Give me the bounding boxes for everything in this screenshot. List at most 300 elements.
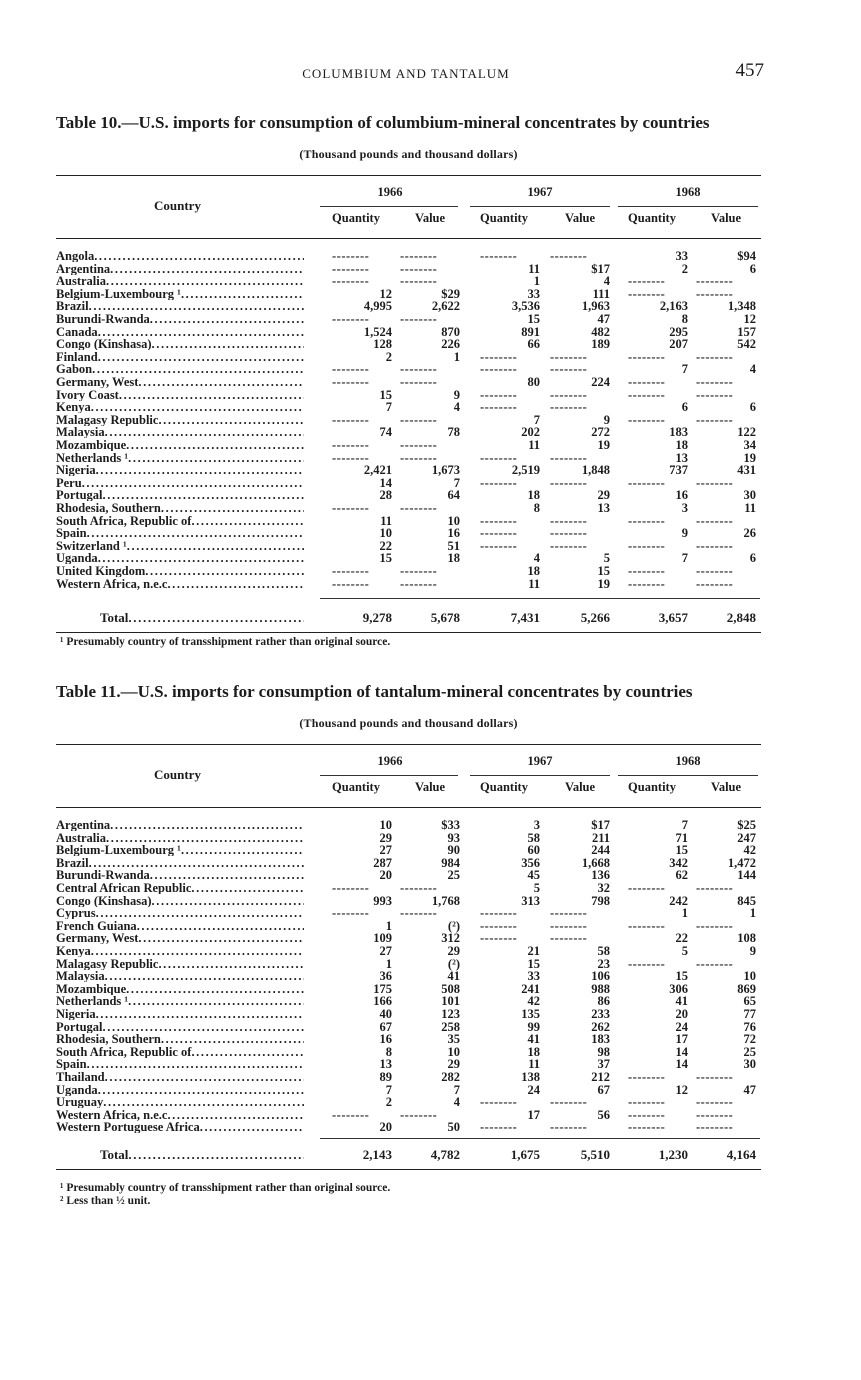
country-name: Rhodesia, Southern ..... xyxy=(56,502,304,514)
value-cell: 4 xyxy=(533,551,540,566)
value-cell: 42 xyxy=(527,994,540,1009)
value-cell: 99 xyxy=(527,1019,540,1034)
column-header: Quantity xyxy=(332,780,380,794)
value-cell: 90 xyxy=(447,843,460,858)
table-row xyxy=(56,1109,761,1121)
year-header: 1966 xyxy=(377,185,403,199)
table-row xyxy=(56,920,761,932)
value-cell: 58 xyxy=(597,944,610,958)
value-cell: 33 xyxy=(527,286,540,301)
value-cell: 72 xyxy=(743,1032,756,1047)
value-cell: 21 xyxy=(527,944,540,958)
value-cell: -------- xyxy=(550,349,588,364)
value-cell: 18 xyxy=(675,438,688,452)
value-cell: -------- xyxy=(400,906,438,921)
value-cell: -------- xyxy=(332,274,370,289)
value-cell: 29 xyxy=(447,1057,460,1072)
value-cell: -------- xyxy=(696,1120,734,1135)
value-cell: 27 xyxy=(379,843,392,858)
value-cell: -------- xyxy=(628,881,666,895)
value-cell: 12 xyxy=(675,1082,688,1097)
column-header: Quantity xyxy=(628,780,676,794)
country-name: Angola ..... xyxy=(56,250,304,262)
value-cell: -------- xyxy=(550,906,588,921)
value-cell: 1,673 xyxy=(431,463,460,478)
country-name: Rhodesia, Southern ..... xyxy=(56,1033,304,1045)
country-name: Western Africa, n.e.c ..... xyxy=(56,1109,304,1121)
value-cell: 1,848 xyxy=(581,463,610,478)
column-header: Quantity xyxy=(332,211,380,225)
value-cell: -------- xyxy=(480,538,518,553)
value-cell: -------- xyxy=(332,375,370,389)
table-row xyxy=(56,338,761,350)
value-cell: 47 xyxy=(743,1082,756,1097)
column-header: Value xyxy=(414,211,446,225)
value-cell: -------- xyxy=(332,249,370,263)
value-cell: 13 xyxy=(675,450,688,465)
value-cell: 35 xyxy=(447,1032,460,1047)
table-row xyxy=(56,1084,761,1096)
value-cell: -------- xyxy=(332,1107,370,1122)
value-cell: -------- xyxy=(332,312,370,326)
value-cell: 11 xyxy=(528,1057,540,1072)
total-value: 4,782 xyxy=(430,1147,460,1163)
country-name: Netherlands ¹ ..... xyxy=(56,995,304,1007)
table-row xyxy=(56,958,761,970)
value-cell: 65 xyxy=(743,994,756,1009)
total-value: 5,678 xyxy=(430,609,460,625)
table-row xyxy=(56,907,761,919)
value-cell: 128 xyxy=(373,337,392,352)
value-cell: -------- xyxy=(480,450,518,465)
value-cell: 2,519 xyxy=(511,463,540,478)
value-cell: -------- xyxy=(332,438,370,452)
value-cell: 11 xyxy=(528,576,540,591)
value-cell: 33 xyxy=(527,969,540,984)
value-cell: 108 xyxy=(737,931,756,946)
value-cell: 28 xyxy=(379,488,392,503)
table-row xyxy=(56,489,761,501)
value-cell: 18 xyxy=(527,488,540,503)
value-cell: 98 xyxy=(597,1044,610,1059)
table-row xyxy=(56,300,761,312)
country-name: Peru ..... xyxy=(56,477,304,489)
value-cell: 6 xyxy=(681,400,688,415)
value-cell: 15 xyxy=(379,387,392,402)
table-row xyxy=(56,844,761,856)
column-header: Value xyxy=(710,211,742,225)
year-header: 1967 xyxy=(527,185,553,199)
value-cell: 135 xyxy=(521,1007,540,1021)
value-cell: 60 xyxy=(527,843,540,858)
year-header: 1967 xyxy=(527,754,553,768)
country-name: South Africa, Republic of ..... xyxy=(56,515,304,527)
table-row xyxy=(56,515,761,527)
total-label: Total ..... xyxy=(100,1147,304,1163)
value-cell: -------- xyxy=(696,918,734,933)
value-cell: -------- xyxy=(400,362,438,377)
value-cell: 1 xyxy=(749,906,756,921)
value-cell: 13 xyxy=(597,501,610,515)
table-row xyxy=(56,426,761,438)
value-cell: 138 xyxy=(521,1070,540,1084)
value-cell: 144 xyxy=(737,868,756,883)
value-cell: -------- xyxy=(400,412,438,427)
table-body xyxy=(56,808,761,1174)
value-cell: 42 xyxy=(743,843,756,858)
value-cell: 6 xyxy=(749,261,756,276)
value-cell: -------- xyxy=(696,538,734,553)
value-cell: 9 xyxy=(749,944,756,958)
value-cell: -------- xyxy=(400,261,438,276)
value-cell: -------- xyxy=(628,1107,666,1122)
total-rule xyxy=(320,1138,760,1139)
value-cell: 1 xyxy=(533,274,540,289)
year-header: 1968 xyxy=(675,185,701,199)
value-cell: 798 xyxy=(591,893,610,908)
value-cell: -------- xyxy=(696,274,734,289)
value-cell: 258 xyxy=(441,1019,460,1034)
value-cell: -------- xyxy=(332,362,370,377)
country-name: Malagasy Republic ..... xyxy=(56,958,304,970)
value-cell: -------- xyxy=(550,400,588,415)
table-row xyxy=(56,401,761,413)
value-cell: -------- xyxy=(628,1120,666,1135)
value-cell: 51 xyxy=(447,538,460,553)
value-cell: $17 xyxy=(591,818,610,832)
column-header: Value xyxy=(710,780,742,794)
value-cell: 183 xyxy=(591,1032,610,1047)
value-cell: -------- xyxy=(628,1070,666,1084)
value-cell: 93 xyxy=(447,830,460,845)
table-row xyxy=(56,1046,761,1058)
year-rule xyxy=(618,206,758,207)
value-cell: -------- xyxy=(628,576,666,591)
country-name: Gabon ..... xyxy=(56,363,304,375)
value-cell: 136 xyxy=(591,868,610,883)
value-cell: 12 xyxy=(743,312,756,326)
table-row xyxy=(56,895,761,907)
value-cell: 15 xyxy=(675,843,688,858)
country-name: Central African Republic ..... xyxy=(56,882,304,894)
table-row xyxy=(56,970,761,982)
value-cell: 74 xyxy=(379,425,392,440)
value-cell: 29 xyxy=(447,944,460,958)
table-row xyxy=(56,275,761,287)
table-row xyxy=(56,540,761,552)
country-name: Nigeria ..... xyxy=(56,464,304,476)
value-cell: 845 xyxy=(737,893,756,908)
value-cell: -------- xyxy=(628,475,666,490)
value-cell: -------- xyxy=(400,438,438,452)
country-name: Malaysia ..... xyxy=(56,426,304,438)
table-row xyxy=(56,983,761,995)
total-value: 2,143 xyxy=(362,1147,392,1163)
value-cell: 80 xyxy=(527,375,540,389)
table-row xyxy=(56,1008,761,1020)
country-name: Thailand ..... xyxy=(56,1071,304,1083)
column-header: Value xyxy=(414,780,446,794)
country-name: Congo (Kinshasa) ..... xyxy=(56,338,304,350)
value-cell: -------- xyxy=(628,1095,666,1110)
value-cell: 508 xyxy=(441,981,460,996)
value-cell: 7 xyxy=(681,551,688,566)
country-name: South Africa, Republic of ..... xyxy=(56,1046,304,1058)
value-cell: 891 xyxy=(521,324,540,339)
table-row xyxy=(56,565,761,577)
table-row xyxy=(56,351,761,363)
value-cell: 9 xyxy=(603,412,610,427)
value-cell: -------- xyxy=(550,249,588,263)
value-cell: -------- xyxy=(550,450,588,465)
table-row xyxy=(56,552,761,564)
country-name: Finland ..... xyxy=(56,351,304,363)
value-cell: 1,472 xyxy=(727,855,756,870)
year-rule xyxy=(470,775,610,776)
value-cell: 282 xyxy=(441,1070,460,1084)
value-cell: -------- xyxy=(550,538,588,553)
value-cell: 431 xyxy=(737,463,756,478)
value-cell: -------- xyxy=(332,576,370,591)
value-cell: 25 xyxy=(743,1044,756,1059)
country-name: Germany, West ..... xyxy=(56,932,304,944)
value-cell: 189 xyxy=(591,337,610,352)
value-cell: -------- xyxy=(628,375,666,389)
value-cell: 67 xyxy=(379,1019,392,1034)
value-cell: 123 xyxy=(441,1007,460,1021)
year-rule xyxy=(320,775,458,776)
country-name: Kenya ..... xyxy=(56,945,304,957)
value-cell: 287 xyxy=(373,855,392,870)
value-cell: 22 xyxy=(675,931,688,946)
total-row xyxy=(56,1147,761,1161)
value-cell: -------- xyxy=(550,1120,588,1135)
year-rule xyxy=(320,206,458,207)
column-header: Quantity xyxy=(628,211,676,225)
value-cell: 58 xyxy=(527,830,540,845)
table-row xyxy=(56,932,761,944)
value-cell: 40 xyxy=(379,1007,392,1021)
value-cell: 8 xyxy=(533,501,540,515)
value-cell: 18 xyxy=(527,1044,540,1059)
value-cell: 5 xyxy=(681,944,688,958)
value-cell: 86 xyxy=(597,994,610,1009)
value-cell: -------- xyxy=(480,400,518,415)
value-cell: 15 xyxy=(675,969,688,984)
value-cell: -------- xyxy=(696,387,734,402)
country-name: Portugal ..... xyxy=(56,489,304,501)
table-row xyxy=(56,1021,761,1033)
value-cell: 11 xyxy=(528,438,540,452)
table-row xyxy=(56,263,761,275)
value-cell: 233 xyxy=(591,1007,610,1021)
value-cell: 19 xyxy=(597,576,610,591)
table-row xyxy=(56,376,761,388)
value-cell: 2,421 xyxy=(363,463,392,478)
value-cell: 1 xyxy=(385,956,392,971)
value-cell: -------- xyxy=(480,387,518,402)
value-cell: 247 xyxy=(737,830,756,845)
value-cell: 10 xyxy=(379,526,392,541)
total-value: 2,848 xyxy=(726,609,756,625)
value-cell: 7 xyxy=(681,818,688,832)
value-cell: -------- xyxy=(480,349,518,364)
value-cell: -------- xyxy=(696,475,734,490)
value-cell: 50 xyxy=(447,1120,460,1135)
value-cell: 241 xyxy=(521,981,540,996)
value-cell: 37 xyxy=(597,1057,610,1072)
value-cell: 29 xyxy=(597,488,610,503)
country-name: Mozambique ..... xyxy=(56,439,304,451)
footnote: ² Less than ½ unit. xyxy=(60,1195,151,1207)
value-cell: 76 xyxy=(743,1019,756,1034)
table-row xyxy=(56,869,761,881)
country-name: Burundi-Rwanda ..... xyxy=(56,869,304,881)
value-cell: 17 xyxy=(675,1032,688,1047)
value-cell: 5 xyxy=(603,551,610,566)
bottom-rule xyxy=(56,1169,761,1170)
value-cell: 2 xyxy=(681,261,688,276)
value-cell: 14 xyxy=(675,1044,688,1059)
running-title: COLUMBIUM AND TANTALUM xyxy=(302,66,510,81)
value-cell: 1,963 xyxy=(581,299,610,314)
value-cell: 7 xyxy=(453,1082,460,1097)
value-cell: 101 xyxy=(441,994,460,1009)
value-cell: 342 xyxy=(669,855,688,870)
value-cell: 10 xyxy=(447,513,460,528)
bottom-rule xyxy=(56,632,761,633)
value-cell: 4 xyxy=(749,362,756,377)
value-cell: 20 xyxy=(675,1007,688,1021)
country-name: Malagasy Republic ..... xyxy=(56,414,304,426)
value-cell: 41 xyxy=(675,994,688,1009)
value-cell: -------- xyxy=(480,526,518,541)
value-cell: -------- xyxy=(628,956,666,971)
value-cell: -------- xyxy=(480,1120,518,1135)
table-row xyxy=(56,313,761,325)
value-cell: 15 xyxy=(527,312,540,326)
table-row xyxy=(56,882,761,894)
table-row xyxy=(56,945,761,957)
country-name: Mozambique ..... xyxy=(56,983,304,995)
value-cell: -------- xyxy=(400,450,438,465)
value-cell: 41 xyxy=(527,1032,540,1047)
table-header xyxy=(56,176,761,238)
value-cell: 7 xyxy=(533,412,540,427)
value-cell: -------- xyxy=(696,956,734,971)
value-cell: 306 xyxy=(669,981,688,996)
value-cell: 14 xyxy=(379,475,392,490)
value-cell: 32 xyxy=(597,881,610,895)
country-name: Congo (Kinshasa) ..... xyxy=(56,895,304,907)
country-name: Canada ..... xyxy=(56,326,304,338)
value-cell: 9 xyxy=(681,526,688,541)
value-cell: 11 xyxy=(380,513,392,528)
total-row xyxy=(56,610,761,624)
value-cell: -------- xyxy=(550,1095,588,1110)
total-value: 9,278 xyxy=(362,609,392,625)
value-cell: 122 xyxy=(737,425,756,440)
year-rule xyxy=(618,775,758,776)
value-cell: 8 xyxy=(681,312,688,326)
table-row xyxy=(56,857,761,869)
value-cell: 212 xyxy=(591,1070,610,1084)
value-cell: -------- xyxy=(550,475,588,490)
value-cell: 312 xyxy=(441,931,460,946)
value-cell: 33 xyxy=(675,249,688,263)
table-subtitle: (Thousand pounds and thousand dollars) xyxy=(299,716,518,730)
value-cell: 62 xyxy=(675,868,688,883)
value-cell: -------- xyxy=(332,881,370,895)
value-cell: 26 xyxy=(743,526,756,541)
value-cell: -------- xyxy=(696,1095,734,1110)
table-row xyxy=(56,1071,761,1083)
value-cell: 66 xyxy=(527,337,540,352)
value-cell: (²) xyxy=(447,956,460,971)
value-cell: -------- xyxy=(480,513,518,528)
value-cell: 18 xyxy=(527,564,540,578)
table-caption: Table 11.—U.S. imports for consumption of tantalum-mineral concentrates by countries xyxy=(56,682,693,701)
value-cell: -------- xyxy=(550,362,588,377)
value-cell: 202 xyxy=(521,425,540,440)
value-cell: 1,668 xyxy=(581,855,610,870)
value-cell: 6 xyxy=(749,551,756,566)
country-header: Country xyxy=(154,767,201,782)
value-cell: 7 xyxy=(385,400,392,415)
country-name: Uganda ..... xyxy=(56,1084,304,1096)
value-cell: 1 xyxy=(385,918,392,933)
value-cell: 19 xyxy=(743,450,756,465)
value-cell: -------- xyxy=(480,249,518,263)
value-cell: 226 xyxy=(441,337,460,352)
value-cell: 1 xyxy=(681,906,688,921)
table-row xyxy=(56,464,761,476)
total-value: 1,230 xyxy=(658,1147,688,1163)
value-cell: 29 xyxy=(379,830,392,845)
value-cell: 6 xyxy=(749,400,756,415)
value-cell: 106 xyxy=(591,969,610,984)
value-cell: 7 xyxy=(681,362,688,377)
country-name: Uruguay ..... xyxy=(56,1096,304,1108)
value-cell: -------- xyxy=(400,576,438,591)
column-header: Value xyxy=(564,780,596,794)
value-cell: (²) xyxy=(447,918,460,933)
value-cell: 56 xyxy=(597,1107,610,1122)
value-cell: 41 xyxy=(447,969,460,984)
total-value: 4,164 xyxy=(726,1147,756,1163)
footnote: ¹ Presumably country of transshipment rather than original source. xyxy=(60,1182,391,1194)
value-cell: 242 xyxy=(669,893,688,908)
table-row xyxy=(56,527,761,539)
value-cell: 14 xyxy=(675,1057,688,1072)
value-cell: 262 xyxy=(591,1019,610,1034)
country-name: Australia ..... xyxy=(56,832,304,844)
table-row xyxy=(56,389,761,401)
table-header xyxy=(56,745,761,807)
value-cell: -------- xyxy=(696,349,734,364)
value-cell: 23 xyxy=(597,956,610,971)
value-cell: -------- xyxy=(332,501,370,515)
value-cell: 211 xyxy=(591,830,610,845)
country-name: Ivory Coast ..... xyxy=(56,389,304,401)
value-cell: 34 xyxy=(743,438,756,452)
table-row xyxy=(56,1121,761,1133)
value-cell: 157 xyxy=(737,324,756,339)
country-name: Western Portuguese Africa ..... xyxy=(56,1121,304,1133)
table-row xyxy=(56,832,761,844)
value-cell: 244 xyxy=(591,843,610,858)
table-row xyxy=(56,1033,761,1045)
